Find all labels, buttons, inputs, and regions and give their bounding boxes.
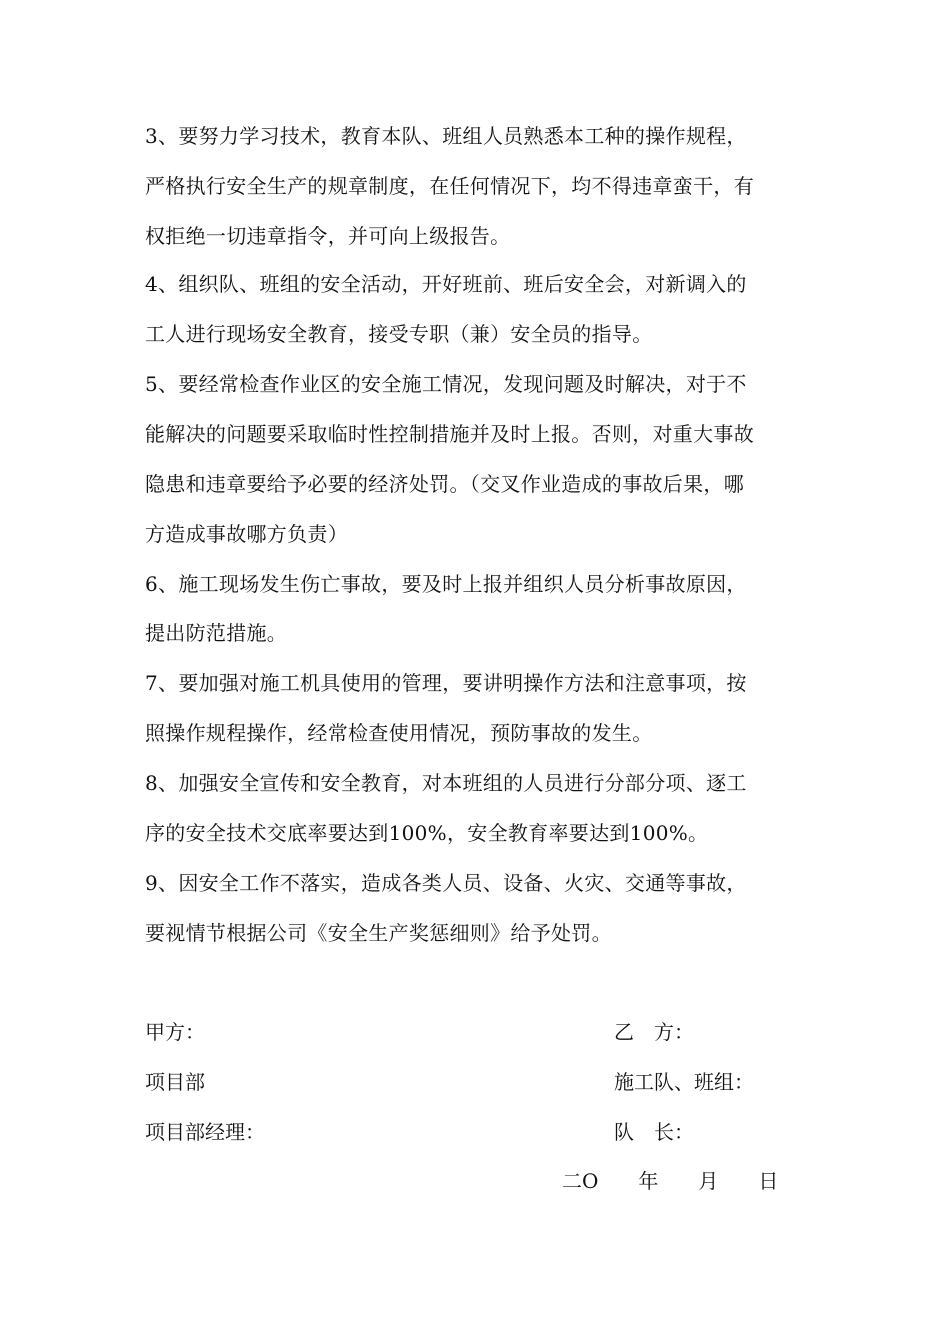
clause-line: 提出防范措施。: [145, 621, 288, 645]
clause-line: 隐患和违章要给予必要的经济处罚。（交叉作业造成的事故后果，哪: [145, 472, 744, 496]
clause-line: 严格执行安全生产的规章制度，在任何情况下，均不得违章蛮干，有: [145, 174, 754, 198]
clause-line: 照操作规程操作，经常检查使用情况，预防事故的发生。: [145, 721, 653, 745]
clause-line: 要视情节根据公司《安全生产奖惩细则》给予处罚。: [145, 921, 612, 945]
party-b-label: 乙 方：: [614, 1020, 694, 1044]
clause-line: 5、要经常检查作业区的安全施工情况，发现问题及时解决，对于不: [145, 372, 747, 396]
project-dept-label: 项目部: [145, 1070, 205, 1094]
clause-line: 方造成事故哪方负责）: [145, 522, 348, 546]
project-manager-label: 项目部经理：: [145, 1120, 265, 1144]
team-leader-label: 队 长：: [614, 1120, 694, 1144]
clause-line: 4、组织队、班组的安全活动，开好班前、班后安全会，对新调入的: [145, 272, 747, 296]
clause-line: 能解决的问题要采取临时性控制措施并及时上报。否则，对重大事故: [145, 422, 754, 446]
clause-line: 序的安全技术交底率要达到100%，安全教育率要达到100%。: [145, 821, 709, 845]
date-line: 二O 年 月 日: [562, 1169, 779, 1193]
party-a-label: 甲方：: [145, 1020, 205, 1044]
clause-line: 工人进行现场安全教育，接受专职（兼）安全员的指导。: [145, 322, 653, 346]
clause-line: 7、要加强对施工机具使用的管理，要讲明操作方法和注意事项，按: [145, 671, 747, 695]
clause-line: 权拒绝一切违章指令，并可向上级报告。: [145, 224, 511, 248]
clause-line: 8、加强安全宣传和安全教育，对本班组的人员进行分部分项、逐工: [145, 771, 747, 795]
clause-line: 3、要努力学习技术，教育本队、班组人员熟悉本工种的操作规程，: [145, 124, 747, 148]
clause-line: 9、因安全工作不落实，造成各类人员、设备、火灾、交通等事故，: [145, 871, 747, 895]
clause-line: 6、施工现场发生伤亡事故，要及时上报并组织人员分析事故原因，: [145, 572, 747, 596]
team-label: 施工队、班组：: [614, 1070, 754, 1094]
